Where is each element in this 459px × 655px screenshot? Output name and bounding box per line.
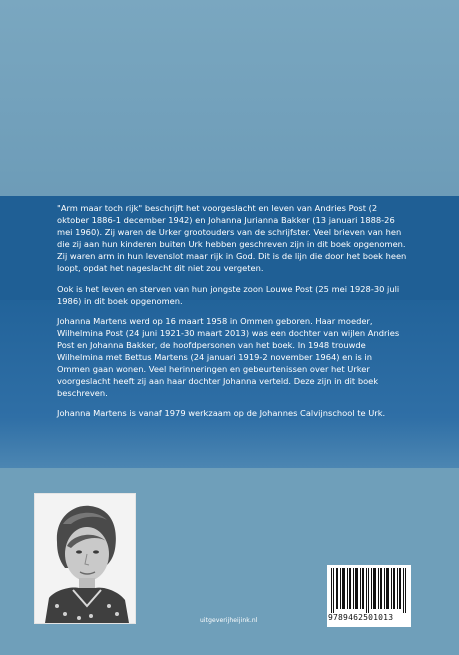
publisher-url: uitgeverijheijink.nl <box>200 617 258 624</box>
blurb-paragraph-1: "Arm maar toch rijk" beschrijft het voorgeslacht en leven van Andries Post (2 oktober 1886-1 december 1942) en Johanna Jurianna Bakker (13 januari 1888-26 mei 1960). Zij waren de Urker grootouders van de schrijfster. Veel brieven van hen die zij aan hun kinderen buiten Urk hebben geschreven zijn in dit boek opgenomen. Zij waren arm in hun levenslot maar rijk in God. Dit is de lijn die door het boek heen loopt, opdat het nageslacht dit niet zou vergeten. <box>57 203 407 274</box>
blurb-paragraph-3: Johanna Martens werd op 16 maart 1958 in Ommen geboren. Haar moeder, Wilhelmina Post (24 juni 1921-30 maart 2013) was een dochter van wijlen Andries Post en Johanna Bakker, de hoofdpersonen van het boek. In 1948 trouwde Wilhelmina met Bettus Martens (24 januari 1919-2 november 1964) en is in Ommen gaan wonen. Veel herinneringen en gebeurtenissen over het Urker voorgeslacht heeft zij aan haar dochter Johanna verteld. Deze zijn in dit boek beschreven. <box>57 315 400 399</box>
blurb-paragraph-4: Johanna Martens is vanaf 1979 werkzaam op de Johannes Calvijnschool te Urk. <box>57 408 386 419</box>
isbn-barcode <box>327 565 411 627</box>
author-portrait-image <box>35 494 135 623</box>
blurb-text <box>57 202 407 428</box>
cover-top-band <box>0 0 459 196</box>
blurb-paragraph-2: Ook is het leven en sterven van hun jongste zoon Louwe Post (25 mei 1928-30 juli 1986) in dit boek opgenomen. <box>57 283 400 306</box>
author-photo <box>34 493 136 624</box>
barcode-bars <box>327 565 411 615</box>
isbn-digits: 9789462501013 <box>328 613 394 622</box>
